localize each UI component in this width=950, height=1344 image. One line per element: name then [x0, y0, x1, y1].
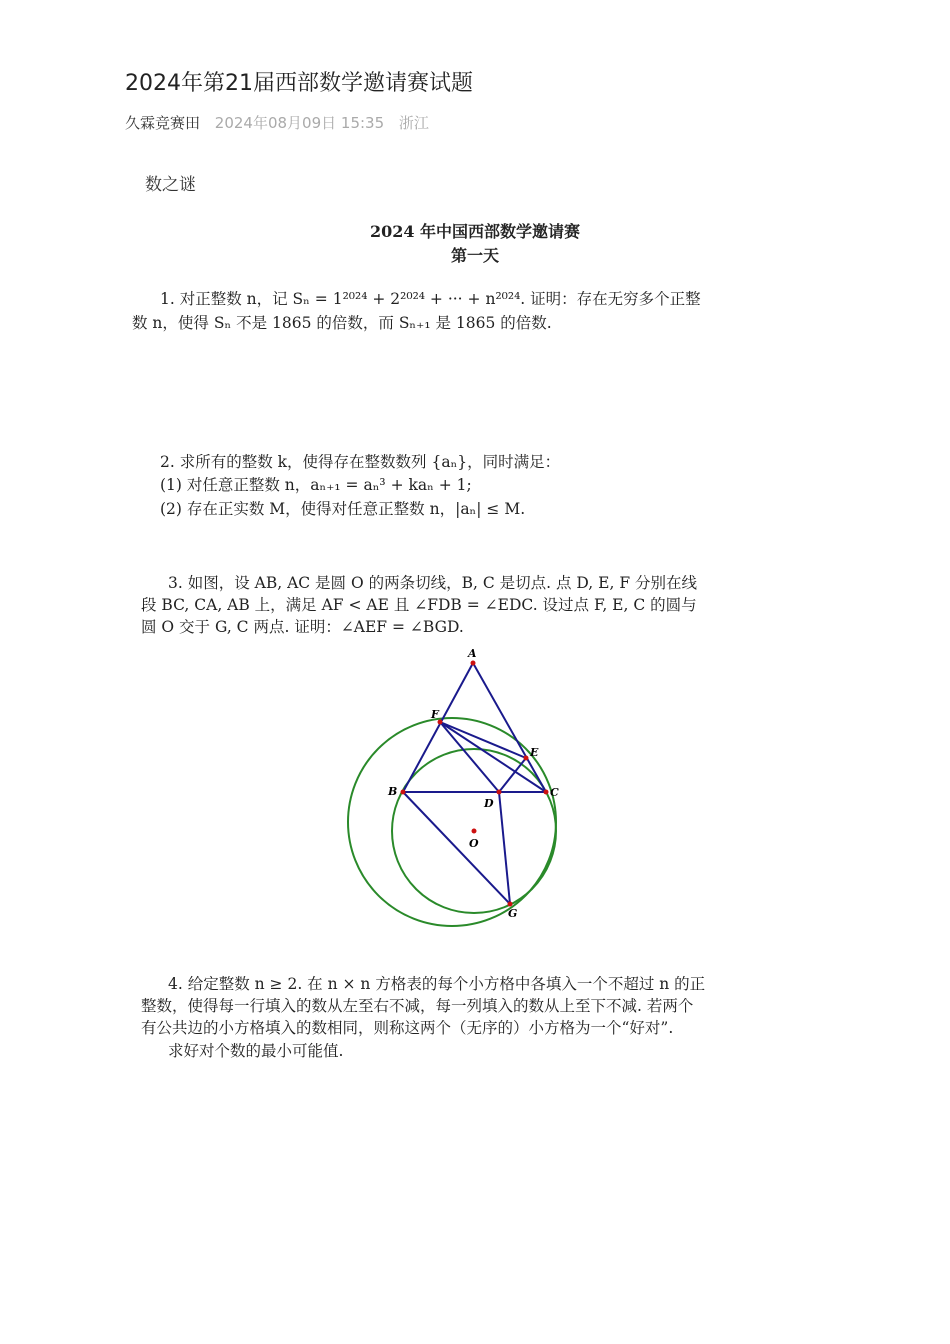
problem-4-line: 有公共边的小方格填入的数相同，则称这两个（无序的）小方格为一个“好对”.: [141, 1019, 674, 1037]
label-d: D: [484, 797, 494, 810]
label-g: G: [508, 907, 518, 920]
segment-bg: [403, 792, 510, 904]
problem-2-line: (1) 对任意正整数 n，aₙ₊₁ = aₙ³ + kaₙ + 1;: [160, 476, 472, 494]
exam-day: 第一天: [450, 246, 499, 265]
problem-3-line: 段 BC, CA, AB 上，满足 AF < AE 且 ∠FDB = ∠EDC. 设过点 F, E, C 的圆与: [141, 596, 697, 614]
problem-1-line: 数 n，使得 Sₙ 不是 1865 的倍数，而 Sₙ₊₁ 是 1865 的倍数.: [132, 314, 552, 332]
segment-fd: [440, 722, 499, 792]
label-o: O: [469, 837, 479, 850]
publish-date: 2024年08月09日 15:35: [214, 114, 385, 132]
problem-3-line: 圆 O 交于 G, C 两点. 证明：∠AEF = ∠BGD.: [141, 618, 464, 636]
problem-3-line: 3. 如图，设 AB, AC 是圆 O 的两条切线，B, C 是切点. 点 D, E, F 分别在线: [168, 574, 698, 592]
segment-dg: [499, 792, 510, 904]
label-a: A: [468, 647, 477, 660]
problem-2-line: (2) 存在正实数 M，使得对任意正整数 n，|aₙ| ≤ M.: [160, 500, 526, 518]
problem-4-line: 求好对个数的最小可能值.: [168, 1042, 344, 1060]
label-b: B: [388, 785, 398, 798]
article-title: 2024年第21届西部数学邀请赛试题: [125, 71, 473, 96]
problem-1-line: 1. 对正整数 n，记 Sₙ = 1²⁰²⁴ + 2²⁰²⁴ + ··· + n²⁰²⁴. 证明：存在无穷多个正整: [160, 290, 701, 308]
problem-4-line: 整数，使得每一行填入的数从左至右不减，每一列填入的数从上至下不减. 若两个: [141, 997, 694, 1015]
figure-lines: [403, 663, 546, 904]
label-e: E: [530, 746, 539, 759]
exam-title: 2024 年中国西部数学邀请赛: [369, 222, 581, 241]
source-label: 数之谜: [145, 175, 196, 195]
segment-ab: [403, 663, 473, 792]
label-c: C: [550, 786, 559, 799]
label-f: F: [431, 708, 439, 721]
problem-4-line: 4. 给定整数 n ≥ 2. 在 n × n 方格表的每个小方格中各填入一个不超过 n 的正: [168, 975, 706, 993]
problem-2-line: 2. 求所有的整数 k，使得存在整数数列 {aₙ}，同时满足：: [160, 453, 561, 471]
location: 浙江: [398, 114, 429, 132]
author-link[interactable]: 久霖竞赛田: [125, 114, 201, 132]
figure-points: [401, 661, 549, 907]
